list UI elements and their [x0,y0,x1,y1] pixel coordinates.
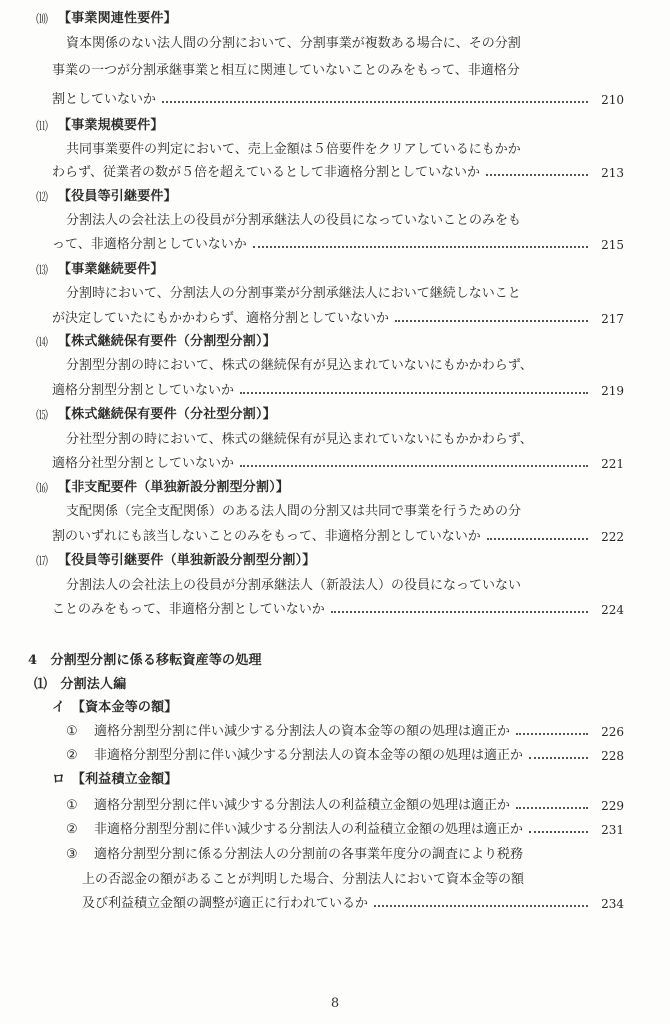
item-mark: ③ [66,847,78,862]
item-body-line: 上の否認金の額があることが判明した場合、分割法人において資本金等の額 [82,872,525,887]
item-heading: 【事業規模要件】 [58,118,164,133]
page-ref: 210 [601,93,624,107]
item-body-line: 分割法人の会社法上の役員が分割承継法人（新設法人）の役員になっていない [66,578,522,593]
page-ref: 224 [601,603,624,617]
item-body-line: が決定していたにもかかわらず、適格分割としていないか [52,311,389,326]
toc-entry-leader-line[interactable] [0,89,670,111]
item-number: ⑿ [36,190,49,204]
item-mark: ① [66,798,78,813]
page-ref: 217 [601,312,624,326]
item-body-line: 適格分割型分割に係る分割法人の分割前の各事業年度分の調査により税務 [94,847,524,862]
item-body-line: 共同事業要件の判定において、売上金額は５倍要件をクリアしているにもかか [66,142,521,157]
toc-entry-leader-line[interactable] [0,234,670,256]
item-number: ⒃ [36,481,49,495]
section-title: 4 分割型分割に係る移転資産等の処理 [28,653,262,668]
dot-leader [331,611,588,613]
item-body-line: 非適格分割型分割に伴い減少する分割法人の資本金等の額の処理は適正か [94,748,524,763]
dot-leader [395,320,588,322]
dot-leader [516,807,588,809]
dot-leader [253,246,588,248]
item-heading: 【株式継続保有要件（分社型分割）】 [58,407,276,422]
toc-entry-leader-line[interactable] [0,721,670,743]
item-heading: 【事業関連性要件】 [58,11,177,26]
page-ref: 215 [601,238,624,252]
toc-entry-leader-line[interactable] [0,819,670,841]
toc-heading-row [0,8,670,30]
item-body-line: 分社型分割の時において、株式の継続保有が見込まれていないにもかかわらず、 [66,432,533,447]
item-body-line: 割としていないか [52,92,157,107]
page-ref: 213 [601,166,624,180]
item-body-line: 分割法人の会社法上の役員が分割承継法人の役員になっていないことのみをも [66,213,522,228]
toc-entry-leader-line[interactable] [0,162,670,184]
item-heading: 【株式継続保有要件（分割型分割）】 [58,334,276,349]
item-heading: 【役員等引継要件（単独新設分割型分割）】 [58,553,316,568]
dot-leader [374,905,588,907]
toc-entry-leader-line[interactable] [0,795,670,817]
item-heading: 【事業継続要件】 [58,262,164,277]
dot-leader [529,757,588,759]
dot-leader [162,101,588,103]
item-heading: 【役員等引継要件】 [58,189,177,204]
item-number: ⑽ [36,12,49,26]
item-body-line: 割のいずれにも該当しないことのみをもって、非適格分割としていないか [52,529,481,544]
dot-leader [486,174,588,176]
page-ref: 229 [601,799,624,813]
page-ref: 226 [601,725,624,739]
item-number: ⒀ [36,263,49,277]
toc-entry-leader-line[interactable] [0,893,670,915]
item-number: ⒂ [36,408,49,422]
item-number: ⑾ [36,119,49,133]
item-number: ⒁ [36,335,49,349]
page-number: 8 [330,996,340,1011]
dot-leader [529,831,588,833]
item-heading: 【非支配要件（単独新設分割型分割）】 [58,480,290,495]
item-body-line: 分割型分割の時において、株式の継続保有が見込まれていないにもかかわらず、 [66,358,533,373]
item-number: ⒄ [36,554,49,568]
dot-leader [516,733,588,735]
item-body-line: 資本関係のない法人間の分割において、分割事業が複数ある場合に、その分割 [66,36,521,51]
item-body-line: 支配関係（完全支配関係）のある法人間の分割又は共同で事業を行うための分 [66,504,522,519]
item-body-line: 適格分割型分割に伴い減少する分割法人の利益積立金額の処理は適正か [94,798,511,813]
toc-entry-leader-line[interactable] [0,380,670,402]
toc-entry-leader-line[interactable] [0,453,670,475]
page-ref: 231 [601,823,624,837]
item-body-line: 事業の一つが分割承継事業と相互に関連していないことのみをもって、非適格分 [52,63,520,78]
item-body-line: わらず、従業者の数が５倍を超えているとして非適格分割としていないか [52,165,480,180]
item-body-line: 適格分割型分割に伴い減少する分割法人の資本金等の額の処理は適正か [94,724,511,739]
page-ref: 228 [601,749,624,763]
toc-entry-leader-line[interactable] [0,308,670,330]
item-body-line: 分割時において、分割法人の分割事業が分割承継法人において継続しないこと [66,286,521,301]
page-ref: 221 [601,457,624,471]
toc-entry-leader-line[interactable] [0,745,670,767]
group-heading: イ 【資本金等の額】 [52,700,178,715]
group-heading: ロ 【利益積立金額】 [52,772,178,787]
item-mark: ② [66,748,78,763]
dot-leader [487,538,588,540]
subsection-title: ⑴ 分割法人編 [34,677,127,692]
item-mark: ② [66,822,78,837]
toc-entry-leader-line[interactable] [0,599,670,621]
item-body-line: 及び利益積立金額の調整が適正に行われているか [82,896,369,911]
item-body-line: ことのみをもって、非適格分割としていないか [52,602,325,617]
item-body-line: って、非適格分割としていないか [52,237,247,252]
page-ref: 234 [601,897,624,911]
item-body-line: 非適格分割型分割に伴い減少する分割法人の利益積立金額の処理は適正か [94,822,524,837]
dot-leader [240,465,588,467]
page-ref: 222 [601,530,624,544]
toc-entry-leader-line[interactable] [0,526,670,548]
page-ref: 219 [601,384,624,398]
item-body-line: 適格分社型分割としていないか [52,456,235,471]
item-body-line: 適格分割型分割としていないか [52,383,235,398]
item-mark: ① [66,724,78,739]
dot-leader [240,392,588,394]
